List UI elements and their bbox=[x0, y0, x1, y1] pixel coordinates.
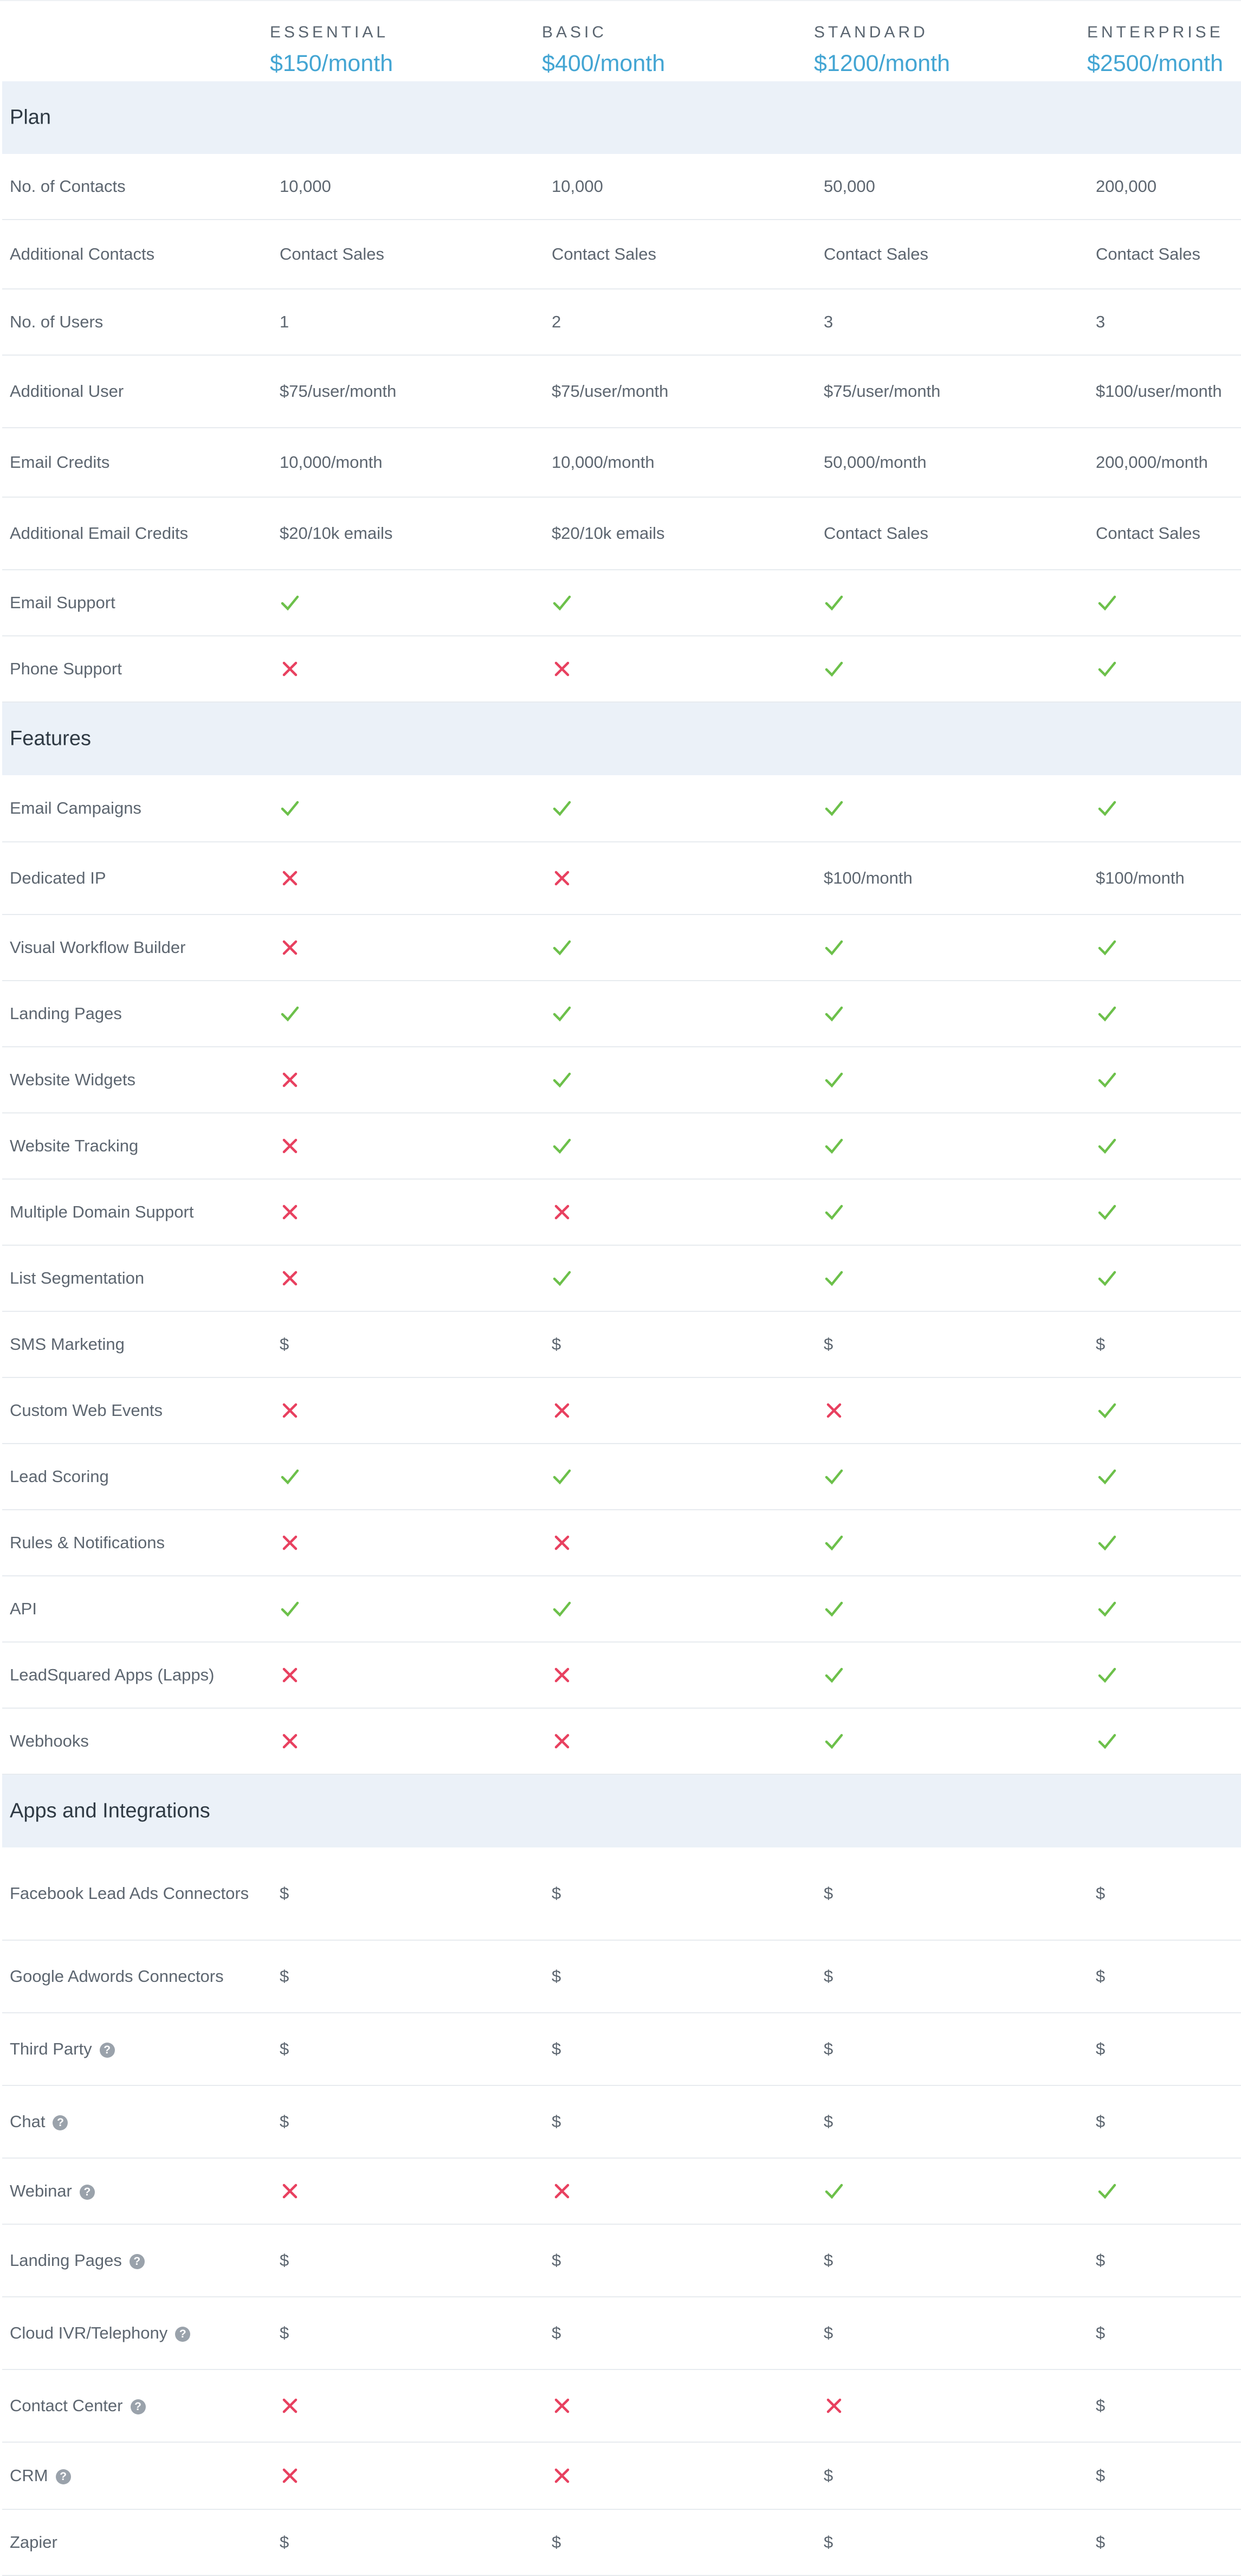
feature-label-text: Webhooks bbox=[10, 1731, 89, 1750]
paid-addon-value: $ bbox=[1096, 2533, 1106, 2552]
feature-label-text: Multiple Domain Support bbox=[10, 1202, 194, 1221]
paid-addon-value: $ bbox=[280, 2039, 289, 2058]
feature-label bbox=[10, 1134, 259, 1158]
feature-label bbox=[10, 935, 259, 960]
feature-label bbox=[10, 521, 259, 546]
cell-value: Contact Sales bbox=[824, 524, 928, 543]
section-features bbox=[2, 703, 1241, 775]
cross-icon bbox=[281, 938, 299, 957]
feature-label-text: Lead Scoring bbox=[10, 1467, 109, 1486]
check-icon bbox=[825, 1071, 843, 1089]
cross-icon bbox=[281, 1534, 299, 1552]
pricing-header bbox=[0, 0, 1241, 81]
cross-icon bbox=[281, 869, 299, 887]
cell-value: 1 bbox=[280, 312, 289, 331]
check-icon bbox=[553, 1004, 571, 1023]
feature-label-text: API bbox=[10, 1599, 37, 1618]
feature-label bbox=[10, 2393, 259, 2418]
feature-label bbox=[10, 1398, 259, 1423]
paid-addon-value: $ bbox=[1096, 2396, 1106, 2415]
feature-label-text: Google Adwords Connectors bbox=[10, 1967, 224, 1986]
feature-label bbox=[10, 1200, 259, 1225]
check-icon bbox=[825, 938, 843, 957]
check-icon bbox=[1098, 1269, 1116, 1287]
feature-label-text: Additional Email Credits bbox=[10, 524, 189, 543]
cell-value: 10,000/month bbox=[552, 453, 655, 472]
paid-addon-value: $ bbox=[552, 1967, 561, 1986]
feature-label bbox=[10, 866, 259, 891]
feature-label bbox=[10, 1332, 259, 1357]
cell-value: 200,000 bbox=[1096, 177, 1157, 196]
feature-label bbox=[10, 379, 259, 404]
check-icon bbox=[1098, 1467, 1116, 1486]
section-plan bbox=[2, 81, 1241, 154]
check-icon bbox=[1098, 1401, 1116, 1420]
check-icon bbox=[1098, 660, 1116, 678]
check-icon bbox=[553, 594, 571, 612]
cell-value: $75/user/month bbox=[280, 382, 397, 401]
table-row bbox=[2, 2159, 1241, 2225]
paid-addon-value: $ bbox=[824, 2323, 833, 2342]
feature-label-text: Additional Contacts bbox=[10, 244, 155, 263]
paid-addon-value: $ bbox=[1096, 2039, 1106, 2058]
section-apps-and-integrations bbox=[2, 1775, 1241, 1847]
feature-label-text: Webinar bbox=[10, 2181, 72, 2200]
feature-label-text: SMS Marketing bbox=[10, 1335, 125, 1354]
cross-icon bbox=[825, 2397, 843, 2415]
feature-label bbox=[10, 1964, 259, 1989]
table-row bbox=[2, 1576, 1241, 1643]
paid-addon-value: $ bbox=[280, 1967, 289, 1986]
feature-label bbox=[10, 2179, 259, 2204]
table-row bbox=[2, 1444, 1241, 1510]
check-icon bbox=[1098, 1203, 1116, 1221]
paid-addon-value: $ bbox=[1096, 2251, 1106, 2270]
cell-value: $75/user/month bbox=[824, 382, 941, 401]
feature-label-text: Visual Workflow Builder bbox=[10, 938, 186, 957]
table-row bbox=[2, 1643, 1241, 1709]
check-icon bbox=[1098, 1732, 1116, 1750]
section-title: Plan bbox=[10, 106, 51, 129]
feature-label-text: Email Support bbox=[10, 593, 115, 612]
table-row bbox=[2, 1510, 1241, 1576]
cross-icon bbox=[281, 1071, 299, 1089]
cross-icon bbox=[553, 1203, 571, 1221]
table-row bbox=[2, 356, 1241, 428]
feature-label bbox=[10, 1464, 259, 1489]
feature-label-text: Chat bbox=[10, 2112, 46, 2131]
feature-label-text: Email Campaigns bbox=[10, 798, 141, 817]
table-row bbox=[2, 1312, 1241, 1378]
feature-label bbox=[10, 796, 259, 821]
cross-icon bbox=[553, 2397, 571, 2415]
paid-addon-value: $ bbox=[280, 2251, 289, 2270]
table-row bbox=[2, 2013, 1241, 2086]
table-row bbox=[2, 915, 1241, 981]
feature-label bbox=[10, 1266, 259, 1291]
table-row bbox=[2, 1180, 1241, 1246]
check-icon bbox=[825, 1732, 843, 1750]
paid-addon-value: $ bbox=[552, 1335, 561, 1354]
table-row bbox=[2, 428, 1241, 498]
check-icon bbox=[825, 1600, 843, 1618]
table-row bbox=[2, 154, 1241, 220]
feature-label-text: Phone Support bbox=[10, 659, 122, 678]
cross-icon bbox=[553, 660, 571, 678]
cell-value: $100/month bbox=[824, 868, 913, 887]
plan-name: ESSENTIAL bbox=[270, 23, 389, 41]
check-icon bbox=[1098, 938, 1116, 957]
cross-icon bbox=[281, 2397, 299, 2415]
paid-addon-value: $ bbox=[552, 2323, 561, 2342]
paid-addon-value: $ bbox=[1096, 2466, 1106, 2485]
table-row bbox=[2, 981, 1241, 1047]
cell-value: $20/10k emails bbox=[552, 524, 665, 543]
question-circle-icon[interactable]: ? bbox=[100, 2043, 115, 2058]
feature-label-text: Zapier bbox=[10, 2533, 57, 2552]
check-icon bbox=[1098, 1004, 1116, 1023]
check-icon bbox=[281, 799, 299, 817]
paid-addon-value: $ bbox=[280, 1335, 289, 1354]
table-row bbox=[2, 1709, 1241, 1775]
feature-label bbox=[10, 1663, 259, 1688]
check-icon bbox=[1098, 1666, 1116, 1684]
plan-header-enterprise bbox=[1087, 23, 1224, 77]
feature-label bbox=[10, 2530, 259, 2555]
check-icon bbox=[281, 1004, 299, 1023]
paid-addon-value: $ bbox=[1096, 1884, 1106, 1903]
section-title: Apps and Integrations bbox=[10, 1799, 210, 1822]
feature-label-text: Facebook Lead Ads Connectors bbox=[10, 1884, 249, 1903]
table-row bbox=[2, 498, 1241, 570]
check-icon bbox=[825, 1004, 843, 1023]
cell-value: Contact Sales bbox=[1096, 244, 1200, 263]
paid-addon-value: $ bbox=[280, 2533, 289, 2552]
table-row bbox=[2, 1246, 1241, 1312]
table-row bbox=[2, 1941, 1241, 2013]
paid-addon-value: $ bbox=[824, 2039, 833, 2058]
cell-value: 50,000 bbox=[824, 177, 875, 196]
cell-value: 10,000/month bbox=[280, 453, 383, 472]
paid-addon-value: $ bbox=[552, 1884, 561, 1903]
check-icon bbox=[825, 1534, 843, 1552]
table-row bbox=[2, 570, 1241, 636]
check-icon bbox=[825, 660, 843, 678]
cell-value: $100/user/month bbox=[1096, 382, 1222, 401]
cell-value: 3 bbox=[1096, 312, 1106, 331]
plan-price: $150/month bbox=[270, 50, 393, 76]
table-row bbox=[2, 1847, 1241, 1941]
feature-label-text: No. of Users bbox=[10, 312, 104, 331]
paid-addon-value: $ bbox=[280, 2112, 289, 2131]
feature-label bbox=[10, 450, 259, 475]
check-icon bbox=[825, 799, 843, 817]
paid-addon-value: $ bbox=[280, 2323, 289, 2342]
table-row bbox=[2, 289, 1241, 356]
cross-icon bbox=[825, 1401, 843, 1420]
table-row bbox=[2, 220, 1241, 289]
feature-label-text: Rules & Notifications bbox=[10, 1533, 165, 1552]
check-icon bbox=[825, 1203, 843, 1221]
feature-label-text: Contact Center bbox=[10, 2396, 123, 2415]
paid-addon-value: $ bbox=[824, 2251, 833, 2270]
check-icon bbox=[281, 1467, 299, 1486]
feature-label bbox=[10, 590, 259, 615]
plan-name: BASIC bbox=[542, 23, 607, 41]
paid-addon-value: $ bbox=[824, 2466, 833, 2485]
plan-price: $400/month bbox=[542, 50, 665, 76]
table-row bbox=[2, 775, 1241, 842]
cell-value: $75/user/month bbox=[552, 382, 669, 401]
feature-label-text: Custom Web Events bbox=[10, 1401, 163, 1420]
plan-name: ENTERPRISE bbox=[1087, 23, 1224, 41]
cross-icon bbox=[553, 869, 571, 887]
question-circle-icon[interactable]: ? bbox=[175, 2327, 190, 2342]
cell-value: 10,000 bbox=[552, 177, 603, 196]
feature-label-text: Additional User bbox=[10, 382, 124, 401]
check-icon bbox=[553, 1071, 571, 1089]
check-icon bbox=[281, 594, 299, 612]
plan-header-essential bbox=[270, 23, 393, 77]
plan-price: $1200/month bbox=[814, 50, 951, 76]
check-icon bbox=[825, 1666, 843, 1684]
table-row bbox=[2, 2086, 1241, 2159]
cross-icon bbox=[553, 1732, 571, 1750]
feature-label bbox=[10, 2248, 259, 2273]
paid-addon-value: $ bbox=[1096, 1967, 1106, 1986]
paid-addon-value: $ bbox=[1096, 2112, 1106, 2131]
check-icon bbox=[1098, 1137, 1116, 1155]
check-icon bbox=[1098, 1534, 1116, 1552]
cross-icon bbox=[281, 2466, 299, 2485]
feature-label bbox=[10, 2109, 259, 2134]
cross-icon bbox=[281, 1666, 299, 1684]
feature-label bbox=[10, 1530, 259, 1555]
feature-label bbox=[10, 1729, 259, 1754]
check-icon bbox=[825, 1137, 843, 1155]
paid-addon-value: $ bbox=[824, 1335, 833, 1354]
cross-icon bbox=[553, 1666, 571, 1684]
paid-addon-value: $ bbox=[824, 1967, 833, 1986]
check-icon bbox=[281, 1600, 299, 1618]
check-icon bbox=[553, 1269, 571, 1287]
feature-label bbox=[10, 2037, 259, 2062]
cell-value: 200,000/month bbox=[1096, 453, 1208, 472]
table-row bbox=[2, 2297, 1241, 2370]
question-circle-icon[interactable]: ? bbox=[80, 2185, 95, 2200]
cross-icon bbox=[281, 1137, 299, 1155]
feature-label-text: CRM bbox=[10, 2466, 48, 2485]
feature-label bbox=[10, 656, 259, 681]
table-row bbox=[2, 1047, 1241, 1113]
cell-value: Contact Sales bbox=[280, 244, 384, 263]
check-icon bbox=[553, 938, 571, 957]
feature-label bbox=[10, 2321, 259, 2346]
cell-value: 2 bbox=[552, 312, 561, 331]
feature-label bbox=[10, 1596, 259, 1621]
cross-icon bbox=[281, 2182, 299, 2200]
check-icon bbox=[825, 594, 843, 612]
feature-label-text: Website Widgets bbox=[10, 1070, 136, 1089]
feature-label bbox=[10, 242, 259, 267]
cross-icon bbox=[553, 1534, 571, 1552]
feature-label bbox=[10, 174, 259, 199]
check-icon bbox=[825, 1269, 843, 1287]
question-circle-icon[interactable]: ? bbox=[53, 2115, 68, 2130]
feature-label-text: Dedicated IP bbox=[10, 868, 106, 887]
plan-header-basic bbox=[542, 23, 665, 77]
plan-price: $2500/month bbox=[1087, 50, 1224, 76]
table-row bbox=[2, 1378, 1241, 1444]
feature-label-text: Landing Pages bbox=[10, 1004, 122, 1023]
cell-value: Contact Sales bbox=[552, 244, 656, 263]
check-icon bbox=[825, 2182, 843, 2200]
check-icon bbox=[553, 1137, 571, 1155]
paid-addon-value: $ bbox=[824, 2112, 833, 2131]
question-circle-icon[interactable]: ? bbox=[131, 2399, 146, 2414]
section-title: Features bbox=[10, 727, 91, 750]
cross-icon bbox=[553, 2466, 571, 2485]
cell-value: $20/10k emails bbox=[280, 524, 393, 543]
feature-label bbox=[10, 1067, 259, 1092]
check-icon bbox=[553, 1467, 571, 1486]
feature-label-text: List Segmentation bbox=[10, 1268, 145, 1287]
paid-addon-value: $ bbox=[552, 2112, 561, 2131]
cross-icon bbox=[281, 1203, 299, 1221]
check-icon bbox=[1098, 1600, 1116, 1618]
question-circle-icon[interactable]: ? bbox=[56, 2469, 71, 2484]
feature-label bbox=[10, 1881, 259, 1906]
paid-addon-value: $ bbox=[824, 2533, 833, 2552]
question-circle-icon[interactable]: ? bbox=[130, 2254, 145, 2269]
feature-label bbox=[10, 2463, 259, 2488]
table-row bbox=[2, 2225, 1241, 2297]
cell-value: 50,000/month bbox=[824, 453, 927, 472]
paid-addon-value: $ bbox=[824, 1884, 833, 1903]
check-icon bbox=[825, 1467, 843, 1486]
paid-addon-value: $ bbox=[552, 2039, 561, 2058]
paid-addon-value: $ bbox=[280, 1884, 289, 1903]
cell-value: $100/month bbox=[1096, 868, 1185, 887]
feature-label-text: LeadSquared Apps (Lapps) bbox=[10, 1665, 215, 1684]
table-row bbox=[2, 2510, 1241, 2576]
cross-icon bbox=[553, 2182, 571, 2200]
check-icon bbox=[553, 1600, 571, 1618]
cell-value: 10,000 bbox=[280, 177, 331, 196]
cross-icon bbox=[281, 1732, 299, 1750]
cross-icon bbox=[281, 1269, 299, 1287]
check-icon bbox=[1098, 594, 1116, 612]
feature-label bbox=[10, 310, 259, 334]
feature-label-text: Cloud IVR/Telephony bbox=[10, 2323, 168, 2342]
cell-value: Contact Sales bbox=[824, 244, 928, 263]
check-icon bbox=[1098, 799, 1116, 817]
cross-icon bbox=[281, 1401, 299, 1420]
table-row bbox=[2, 2443, 1241, 2510]
check-icon bbox=[1098, 2182, 1116, 2200]
table-row bbox=[2, 842, 1241, 915]
feature-label bbox=[10, 1001, 259, 1026]
paid-addon-value: $ bbox=[552, 2251, 561, 2270]
plan-name: STANDARD bbox=[814, 23, 928, 41]
check-icon bbox=[1098, 1071, 1116, 1089]
cross-icon bbox=[281, 660, 299, 678]
table-row bbox=[2, 636, 1241, 703]
paid-addon-value: $ bbox=[552, 2533, 561, 2552]
feature-label-text: No. of Contacts bbox=[10, 177, 126, 196]
feature-label-text: Email Credits bbox=[10, 453, 110, 472]
feature-label-text: Third Party bbox=[10, 2039, 92, 2058]
cross-icon bbox=[553, 1401, 571, 1420]
paid-addon-value: $ bbox=[1096, 1335, 1106, 1354]
plan-header-standard bbox=[814, 23, 950, 77]
feature-label-text: Landing Pages bbox=[10, 2251, 122, 2270]
check-icon bbox=[553, 799, 571, 817]
paid-addon-value: $ bbox=[1096, 2323, 1106, 2342]
cell-value: 3 bbox=[824, 312, 833, 331]
table-row bbox=[2, 1113, 1241, 1180]
feature-label-text: Website Tracking bbox=[10, 1136, 139, 1155]
cell-value: Contact Sales bbox=[1096, 524, 1200, 543]
table-row bbox=[2, 2370, 1241, 2443]
